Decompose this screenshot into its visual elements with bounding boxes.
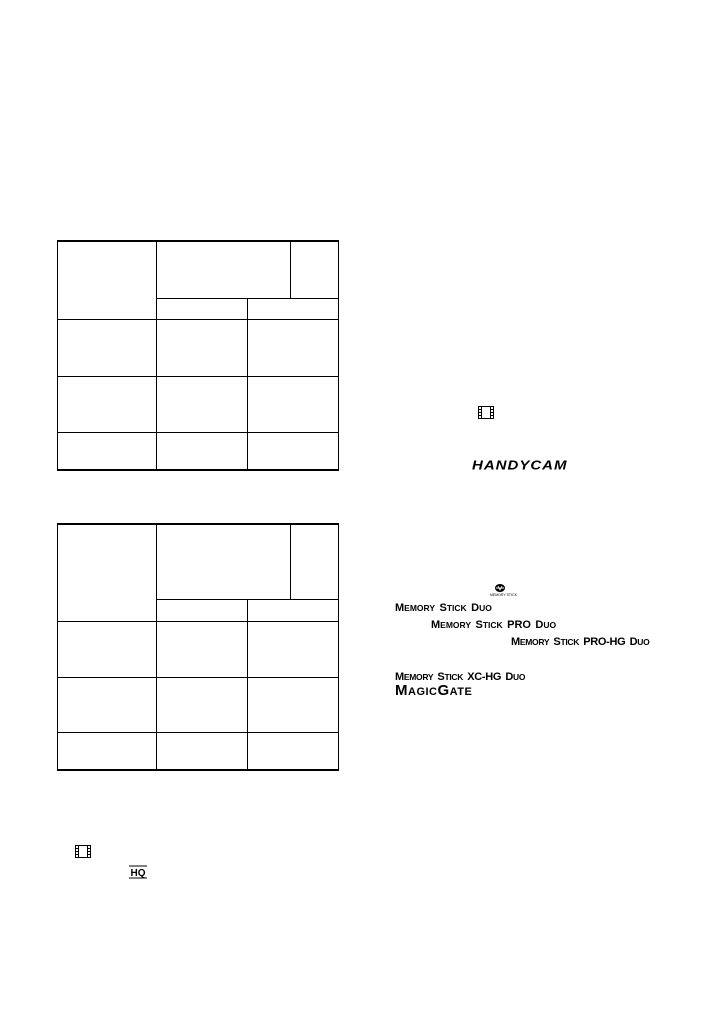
film-strip-icon (75, 845, 91, 858)
svg-text:HQ: HQ (130, 868, 146, 879)
film-strip-icon (478, 406, 494, 419)
table2-subheader-1 (157, 599, 248, 621)
table2-r2-c3 (248, 677, 339, 732)
table2-subheader-2 (248, 599, 339, 621)
table-row (58, 319, 339, 376)
table2-r3-c1 (58, 732, 157, 770)
table-row (58, 732, 339, 770)
memory-stick-pro-hg-duo-logo: MEMORY STICK PRO-HG DUO (511, 636, 650, 648)
memory-stick-xc-hg-duo-logo: MEMORY STICK XC-HG DUO (395, 671, 526, 683)
table2-r3-c3 (248, 732, 339, 770)
table1-r1-c1 (58, 319, 157, 376)
spec-table-2 (57, 523, 339, 771)
table1-r1-c3 (248, 319, 339, 376)
table2-r1-c2 (157, 621, 248, 677)
table1-r3-c1 (58, 432, 157, 470)
memory-stick-emblem-icon (488, 583, 516, 604)
table2-r1-c3 (248, 621, 339, 677)
table2-r3-c2 (157, 732, 248, 770)
table1-r2-c2 (157, 376, 248, 432)
table1-subheader-1 (157, 298, 248, 319)
handycam-logo: HANDYCAM (472, 458, 568, 473)
table-row (58, 621, 339, 677)
memory-stick-emblem-label: MEMORY STICK (490, 593, 517, 597)
table2-header-group (157, 524, 291, 599)
memory-stick-duo-logo: MEMORY STICK DUO (395, 602, 492, 614)
table1-subheader-2 (248, 298, 339, 319)
table1-r2-c1 (58, 376, 157, 432)
table2-header-extra (291, 524, 339, 599)
table1-header-extra (291, 241, 339, 298)
table2-r2-c2 (157, 677, 248, 732)
memory-stick-pro-duo-logo: MEMORY STICK PRO DUO (431, 619, 557, 631)
table-row (58, 432, 339, 470)
table-row (58, 677, 339, 732)
hq-mode-icon (128, 865, 148, 879)
table1-header-group (157, 241, 291, 298)
table2-header-corner (58, 524, 157, 621)
table2-r1-c1 (58, 621, 157, 677)
table2-r2-c1 (58, 677, 157, 732)
spec-table-1 (57, 240, 339, 471)
magicgate-logo: MAGICGATE (395, 682, 473, 699)
table1-r1-c2 (157, 319, 248, 376)
table1-r3-c3 (248, 432, 339, 470)
table1-r3-c2 (157, 432, 248, 470)
table-row (58, 376, 339, 432)
table1-header-corner (58, 241, 157, 319)
table1-r2-c3 (248, 376, 339, 432)
